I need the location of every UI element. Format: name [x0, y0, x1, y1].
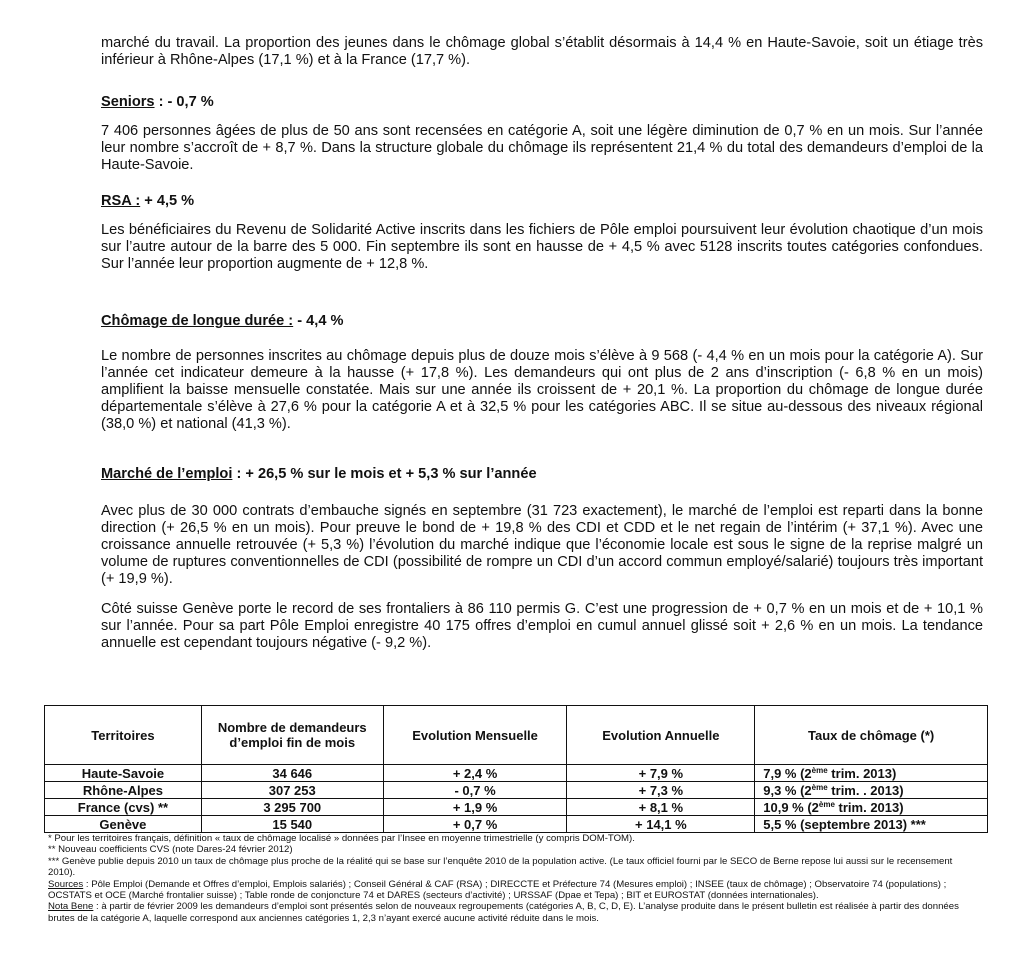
cell-annual: + 14,1 % [567, 816, 755, 833]
cell-count: 3 295 700 [201, 799, 383, 816]
nota-bene-note [48, 901, 982, 924]
rate-period: trim. 2013) [834, 799, 904, 815]
heading-label: Chômage de longue durée : [101, 313, 294, 329]
heading-value: + 4,5 % [144, 193, 195, 209]
cell-territory: France (cvs) ** [45, 799, 202, 816]
sources-label: Sources [48, 878, 84, 890]
cell-annual: + 7,3 % [567, 782, 755, 799]
cell-territory: Genève [45, 816, 202, 833]
section-body-long-term: Le nombre de personnes inscrites au chômage depuis plus de douze mois s’élève à 9 568 (- 4,4 % en un mois pour la catégorie A). Sur l’année cet indicateur demeure à la hausse (+ 17,8 %). Les demandeurs qui ont plus de 2 ans d’inscription (- 6,8 % en un mois) amplifient la baisse mensuelle constatée. Mais sur une année ils croissent de + 20,1 %. La proportion du chômage de longue durée départementale s’élève à 27,6 % pour la catégorie A et à 32,5 % pour les catégories ABC. Il se situe au-dessous des niveaux régional (38,0 %) et national (41,3 %). [101, 348, 983, 432]
heading-value: - 0,7 % [167, 94, 214, 110]
column-header-territory: Territoires [45, 706, 202, 765]
rate-value: 10,9 % (2 [763, 799, 819, 815]
footnote-3: *** Genève publie depuis 2010 un taux de chômage plus proche de la réalité qui se base sur l’enquête 2010 de la population active. (Le taux officiel fourni par le SECO de Berne repose lui aussi sur le recensement 2010). [48, 855, 953, 879]
section-heading-job-market [101, 466, 537, 483]
cell-annual: + 7,9 % [567, 765, 755, 782]
cell-monthly: - 0,7 % [383, 782, 567, 799]
column-header-monthly: Evolution Mensuelle [383, 706, 567, 765]
rate-value: 7,9 % (2 [763, 765, 812, 781]
cell-rate [755, 765, 988, 782]
cell-count: 34 646 [201, 765, 383, 782]
heading-value: - 4,4 % [297, 313, 344, 329]
cell-count: 307 253 [201, 782, 383, 799]
cell-monthly: + 0,7 % [383, 816, 567, 833]
section-body-geneva: Côté suisse Genève porte le record de ses frontaliers à 86 110 permis G. C’est une progression de + 0,7 % en un mois et de + 10,1 % sur l’année. Pour sa part Pôle Emploi enregistre 40 175 offres d’emploi en cumul annuel glissé soit + 2,6 % en un mois. La tendance annuelle est cependant toujours négative (- 9,2 %). [101, 601, 983, 651]
cell-territory: Haute-Savoie [45, 765, 202, 782]
column-header-rate: Taux de chômage (*) [755, 706, 988, 765]
section-heading-long-term [101, 313, 343, 330]
intro-paragraph: marché du travail. La proportion des jeunes dans le chômage global s’établit désormais à 14,4 % en Haute-Savoie, soit un étiage très inférieur à Rhône-Alpes (17,1 %) et à la France (17,7 %). [101, 35, 983, 68]
column-header-annual: Evolution Annuelle [567, 706, 755, 765]
footnotes [48, 833, 982, 924]
sources-note [48, 879, 982, 902]
cell-count: 15 540 [201, 816, 383, 833]
table-row [45, 799, 988, 816]
rate-superscript: ème [818, 799, 835, 809]
heading-value: + 26,5 % sur le mois et + 5,3 % sur l’année [245, 466, 537, 482]
table-row [45, 782, 988, 799]
section-heading-rsa [101, 193, 194, 210]
heading-label: RSA : [101, 193, 141, 209]
footnote-1: * Pour les territoires français, définition « taux de chômage localisé » données par l’Insee en moyenne trimestrielle (y compris DOM-TOM). [48, 833, 635, 844]
cell-annual: + 8,1 % [567, 799, 755, 816]
cell-monthly: + 1,9 % [383, 799, 567, 816]
heading-label: Marché de l’emploi [101, 466, 233, 482]
nota-bene-text: : à partir de février 2009 les demandeurs d’emploi sont présentés selon de nouveaux regroupements (catégories A, B, C, D, E). L’analyse produite dans le présent bulletin est réalisée à partir des données brutes de la catégorie A, laquelle correspond aux anciennes catégories 1, 2,3 n’ayant exercé aucune activité réduite dans le mois. [48, 901, 959, 924]
table-header-row [45, 706, 988, 765]
section-body-seniors: 7 406 personnes âgées de plus de 50 ans sont recensées en catégorie A, soit une légère diminution de 0,7 % en un mois. Sur l’année leur nombre s’accroît de + 8,7 %. Dans la structure globale du chômage ils représentent 21,4 % du total des demandeurs d’emploi de la Haute-Savoie. [101, 123, 983, 173]
cell-territory: Rhône-Alpes [45, 782, 202, 799]
cell-monthly: + 2,4 % [383, 765, 567, 782]
rate-superscript: ème [811, 782, 828, 792]
column-header-count: Nombre de demandeurs d’emploi fin de mois [201, 706, 383, 765]
rate-value: 5,5 % (septembre 2013) *** [763, 816, 926, 832]
heading-separator: : [232, 466, 246, 482]
rate-value: 9,3 % (2 [763, 782, 812, 798]
cell-rate [755, 782, 988, 799]
sources-text: : Pôle Emploi (Demande et Offres d’emploi, Emplois salariés) ; Conseil Général & CAF (RSA) ; DIRECCTE et Préfecture 74 (Mesures emploi) ; INSEE (taux de chômage) ; Observatoire 74 (populations) ; OCSTATS et OCE (Marché frontalier suisse) ; Table ronde de conjoncture 74 et DARES (secteurs d’activité) ; URSSAF (Dpae et Tepa) ; BIT et EUROSTAT (données internationales). [48, 878, 947, 902]
section-body-job-market: Avec plus de 30 000 contrats d’embauche signés en septembre (31 723 exactement), le marché de l’emploi est reparti dans la bonne direction (+ 26,5 % en un mois). Pour preuve le bond de + 19,8 % des CDI et CDD et le net regain de l’intérim (+ 37,1 %). Avec une croissance annuelle retrouvée (+ 5,3 %) l’évolution du marché indique que l’économie locale est sous le signe de la reprise malgré un volume de ruptures conventionnelles de CDI (possibilité de rompre un CDI d’un accord commun employé/salarié) toujours très important (+ 19,9 %). [101, 503, 983, 587]
unemployment-table [44, 705, 988, 833]
table-row [45, 765, 988, 782]
heading-separator: : [154, 94, 168, 110]
section-heading-seniors [101, 94, 214, 111]
cell-rate [755, 816, 988, 833]
cell-rate [755, 799, 988, 816]
section-body-rsa: Les bénéficiaires du Revenu de Solidarité Active inscrits dans les fichiers de Pôle emploi poursuivent leur évolution chaotique d’un mois sur l’autre autour de la barre des 5 000. Fin septembre ils sont en hausse de + 4,5 % avec 5128 inscrits toutes catégories confondues. Sur l’année leur proportion augmente de + 12,8 %. [101, 222, 983, 272]
table-row [45, 816, 988, 833]
rate-superscript: ème [811, 765, 828, 775]
heading-label: Seniors [101, 94, 155, 110]
rate-period: trim. . 2013) [827, 782, 904, 798]
nota-bene-label: Nota Bene [48, 901, 94, 913]
rate-period: trim. 2013) [827, 765, 897, 781]
footnote-2: ** Nouveau coefficients CVS (note Dares-24 février 2012) [48, 844, 293, 856]
